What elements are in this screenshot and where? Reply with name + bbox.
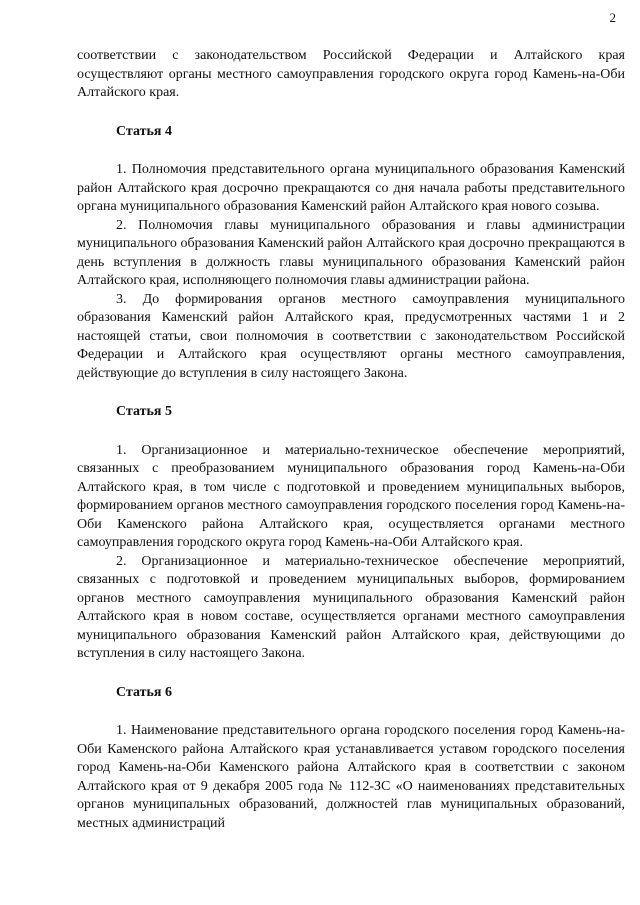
article-5-paragraph-2: 2. Организационное и материально-техническое обеспечение мероприятий, связанных с подготовкой и проведением муниципальных выборов, формированием органов местного самоуправления муниципального образования Каменский район Алтайского края в новом составе, осуществляется органами местного самоуправления муниципального образования Каменский район Алтайского края, действующими до вступления в силу настоящего Закона.: [77, 553, 625, 661]
article-6-paragraph-1: 1. Наименование представительного органа городского поселения город Камень-на-Оби Каменского района Алтайского края устанавливается уставом городского поселения город Камень-на-Оби Каменского района Алтайского края в соответствии с законом Алтайского края от 9 декабря 2005 года № 112-ЗС «О наименованиях представительных органов муниципальных образований, должностей глав муниципальных образований, местных администраций: [77, 723, 625, 831]
page-number: 2: [609, 10, 616, 25]
article-5-paragraph-1: 1. Организационное и материально-техническое обеспечение мероприятий, связанных с преобразованием муниципального образования город Камень-на-Оби Алтайского края, в том числе с подготовкой и проведением муниципальных выборов, формированием органов местного самоуправления городского поселения город Камень-на-Оби Каменского района Алтайского края, осуществляется органами местного самоуправления городского округа город Камень-на-Оби Алтайского края.: [77, 442, 625, 550]
article-6-title: Статья 6: [116, 684, 172, 700]
article-6: [77, 684, 625, 834]
article-5: [77, 403, 625, 664]
article-4-paragraph-2: 2. Полномочия главы муниципального образования и главы администрации муниципального образования Каменский район Алтайского края досрочно прекращаются в день вступления в должность главы муниципального образования Каменский район Алтайского края, исполняющего полномочия главы администрации района.: [77, 217, 625, 288]
document-body: [77, 47, 625, 833]
article-4-title: Статья 4: [116, 123, 172, 139]
article-4: [77, 123, 625, 384]
intro-paragraph: соответствии с законодательством Российской Федерации и Алтайского края осуществляют органы местного самоуправления городского округа город Камень-на-Оби Алтайского края.: [77, 48, 625, 100]
article-4-paragraph-1: 1. Полномочия представительного органа муниципального образования Каменский район Алтайского края досрочно прекращаются со дня начала работы представительного органа муниципального образования Каменский район Алтайского края нового созыва.: [77, 162, 625, 214]
article-5-title: Статья 5: [116, 404, 172, 419]
article-4-paragraph-3: 3. До формирования органов местного самоуправления муниципального образования Каменский район Алтайского края, предусмотренных частями 1 и 2 настоящей статьи, свои полномочия в соответствии с законодательством Российской Федерации и Алтайского края осуществляют органы местного самоуправления, действующие до вступления в силу настоящего Закона.: [77, 291, 625, 381]
